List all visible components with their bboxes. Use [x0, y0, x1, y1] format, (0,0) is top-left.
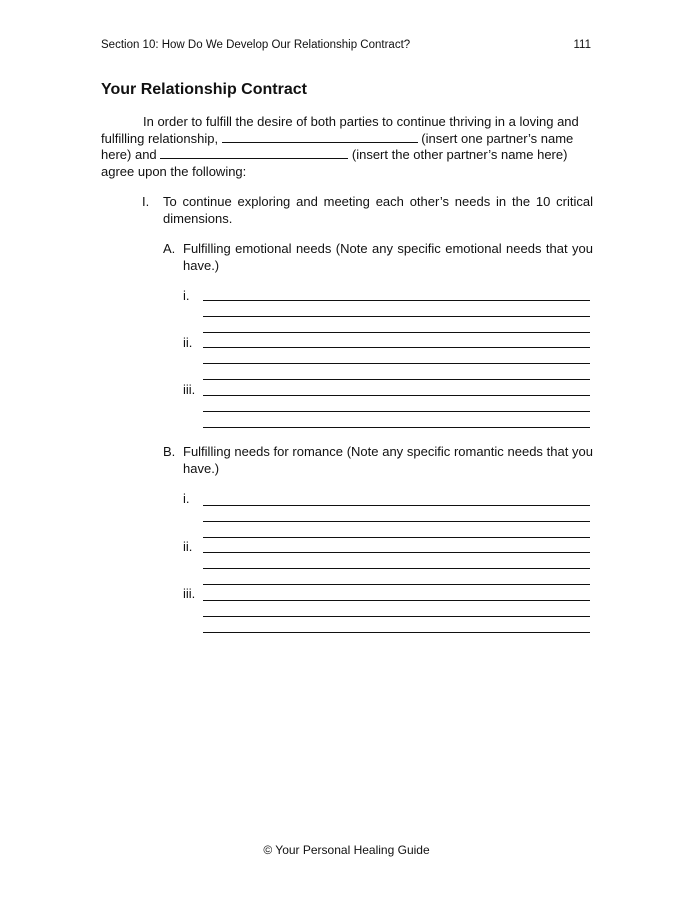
sub-b-text: Fulfilling needs for romance (Note any specific romantic needs that you have.): [183, 444, 593, 476]
partner-one-name-blank[interactable]: [222, 131, 418, 143]
item-i-number: I.: [142, 194, 150, 209]
intro-paragraph: [101, 114, 593, 180]
intro-text-3: (insert the other partner’s name here) agree upon the following:: [101, 147, 568, 179]
answer-line[interactable]: [203, 616, 590, 617]
sub-a-text: Fulfilling emotional needs (Note any specific emotional needs that you have.): [183, 241, 593, 273]
answer-line[interactable]: [203, 505, 590, 506]
sub-a-numeral-ii: ii.: [183, 335, 193, 350]
answer-line[interactable]: [203, 332, 590, 333]
sub-b-numeral-i: i.: [183, 491, 190, 506]
sub-b-numeral-ii: ii.: [183, 539, 193, 554]
sub-a-numeral-iii: iii.: [183, 382, 196, 397]
answer-line[interactable]: [203, 521, 590, 522]
answer-line[interactable]: [203, 552, 590, 553]
sub-a-letter: A.: [163, 241, 176, 256]
answer-line[interactable]: [203, 316, 590, 317]
answer-line[interactable]: [203, 363, 590, 364]
item-i-text: To continue exploring and meeting each other’s needs in the 10 critical dimensions.: [163, 194, 593, 226]
sub-b-numeral-iii: iii.: [183, 586, 196, 601]
answer-line[interactable]: [203, 347, 590, 348]
footer-copyright: © Your Personal Healing Guide: [263, 843, 430, 857]
answer-line[interactable]: [203, 379, 590, 380]
partner-two-name-blank[interactable]: [160, 147, 348, 159]
sub-b-letter: B.: [163, 444, 176, 459]
answer-line[interactable]: [203, 411, 590, 412]
page-title: Your Relationship Contract: [101, 81, 307, 98]
answer-line[interactable]: [203, 584, 590, 585]
intro-text-1: In order to fulfill the desire of both parties to continue thriving in a loving and fulfilling relationship,: [101, 114, 579, 146]
answer-line[interactable]: [203, 395, 590, 396]
answer-line[interactable]: [203, 632, 590, 633]
answer-line[interactable]: [203, 600, 590, 601]
answer-line[interactable]: [203, 300, 590, 301]
page-number: 111: [573, 39, 591, 51]
intro-text-2: (insert one partner’s name here) and: [101, 130, 574, 162]
running-header: Section 10: How Do We Develop Our Relationship Contract?: [101, 39, 411, 51]
answer-line[interactable]: [203, 427, 590, 428]
answer-line[interactable]: [203, 537, 590, 538]
answer-line[interactable]: [203, 568, 590, 569]
sub-a-numeral-i: i.: [183, 288, 190, 303]
